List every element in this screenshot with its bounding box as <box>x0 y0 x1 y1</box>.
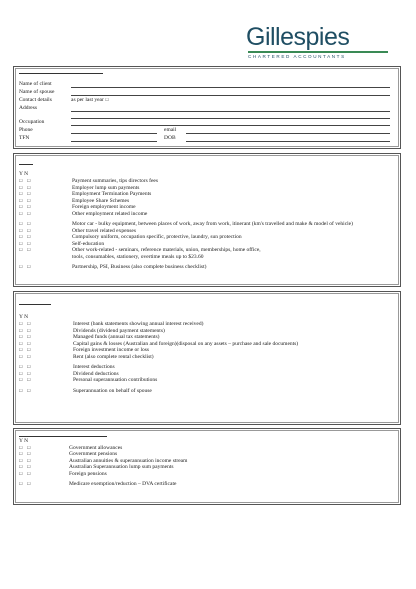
checklist-item-label: Dividend deductions <box>73 370 119 377</box>
checkbox-no[interactable]: ☐ <box>27 464 31 469</box>
checkbox-no[interactable]: ☐ <box>27 321 31 326</box>
checkbox-no[interactable]: ☐ <box>27 191 31 196</box>
checkbox-no[interactable]: ☐ <box>27 364 31 369</box>
yes-no-header: Y N <box>19 171 29 177</box>
checkbox-no[interactable]: ☐ <box>27 457 31 463</box>
checkbox-yes[interactable]: ☐ <box>19 347 23 352</box>
checkbox-no[interactable]: ☐ <box>27 247 31 252</box>
checklist-item-label: Employer lump sum payments <box>72 184 140 191</box>
checkbox-yes[interactable]: ☐ <box>19 321 23 326</box>
checklist-item-label: Superannuation on behalf of spouse <box>73 388 152 394</box>
logo-wordmark: Gillespies <box>246 23 350 51</box>
checkbox-yes[interactable]: ☐ <box>19 377 23 382</box>
checkbox-yes[interactable]: ☐ <box>19 221 23 226</box>
checkbox-yes[interactable]: ☐ <box>19 264 23 269</box>
checkbox-yes[interactable]: ☐ <box>19 470 23 476</box>
checkbox-no[interactable]: ☐ <box>27 481 31 486</box>
tfn-field[interactable] <box>71 141 157 142</box>
checkbox-yes[interactable]: ☐ <box>19 184 23 190</box>
checkbox-yes[interactable]: ☐ <box>19 451 23 456</box>
checklist-item-label: Government allowances <box>69 444 123 451</box>
dob-label: DOB <box>164 135 176 141</box>
section-heading-line <box>19 436 107 437</box>
logo-rule <box>248 51 388 53</box>
section-heading-line <box>19 164 33 165</box>
checklist-item-label: Foreign employment income <box>72 204 136 210</box>
checklist-item-label: Managed funds (annual tax statements) <box>73 334 160 340</box>
checkbox-no[interactable]: ☐ <box>27 470 31 476</box>
phone-field[interactable] <box>71 133 157 134</box>
client-details-box <box>13 66 401 149</box>
checkbox-no[interactable]: ☐ <box>27 388 31 393</box>
client-name-label: Name of client <box>19 81 52 87</box>
email-field[interactable] <box>186 133 390 134</box>
checklist-item-label: Other travel related expenses <box>72 227 136 234</box>
address-label: Address <box>19 105 38 111</box>
checkbox-yes[interactable]: ☐ <box>19 353 23 359</box>
checkbox-no[interactable]: ☐ <box>27 377 31 382</box>
gillespies-logo <box>246 24 396 60</box>
checklist-item-label: Rent (also complete rental checklist) <box>73 353 154 360</box>
checkbox-no[interactable]: ☐ <box>27 347 31 352</box>
checklist-item-label: Government pensions <box>69 451 118 457</box>
checkbox-yes[interactable]: ☐ <box>19 247 23 252</box>
logo-subtitle: CHARTERED ACCOUNTANTS <box>248 54 346 59</box>
occupation-label: Occupation <box>19 119 45 125</box>
section-heading-line <box>19 304 51 305</box>
checkbox-no[interactable]: ☐ <box>27 353 31 359</box>
investment-box <box>13 291 401 425</box>
checkbox-yes[interactable]: ☐ <box>19 364 23 369</box>
checkbox-no[interactable]: ☐ <box>27 197 31 203</box>
section-heading-line <box>19 73 103 74</box>
checkbox-no[interactable]: ☐ <box>27 234 31 239</box>
phone-label: Phone <box>19 127 33 133</box>
checklist-item-label: Other employment related income <box>72 210 148 217</box>
checklist-item-label: Employment Termination Payments <box>72 191 152 197</box>
checklist-item-label: Motor car - bulky equipment, between places of work, away from work, itinerant (km's travelled and make & model of vehicle) <box>72 221 353 227</box>
checkbox-no[interactable]: ☐ <box>27 444 31 450</box>
checkbox[interactable]: ☐ <box>105 97 109 102</box>
checkbox-yes[interactable]: ☐ <box>19 464 23 469</box>
email-label: email <box>164 127 177 133</box>
checklist-item-label: Australian Superannuation lump sum payments <box>69 464 174 470</box>
checklist-item-label: Self-education <box>72 240 105 247</box>
checkbox-no[interactable]: ☐ <box>27 327 31 333</box>
checklist-item-label: Personal superannuation contributions <box>73 377 158 383</box>
checkbox-yes[interactable]: ☐ <box>19 388 23 393</box>
checkbox-yes[interactable]: ☐ <box>19 340 23 346</box>
contact-details-text: as per last year <box>71 97 104 103</box>
tfn-label: TFN <box>19 135 30 141</box>
checklist-item-label: Partnership, PSI, Business (also complete business checklist) <box>72 264 207 270</box>
checklist-item-label: Interest (bank statements showing annual interest received) <box>73 321 204 327</box>
checkbox-yes[interactable]: ☐ <box>19 197 23 203</box>
checklist-item-label: Dividends (dividend payment statements) <box>73 327 165 334</box>
checklist-item-label: Interest deductions <box>73 364 115 370</box>
checklist-item-label: Employee Share Schemes <box>72 197 130 204</box>
checkbox-no[interactable]: ☐ <box>27 178 31 183</box>
checklist-item-label: Foreign pensions <box>69 470 107 477</box>
spouse-name-field[interactable] <box>71 95 390 96</box>
yes-no-header: Y N <box>19 314 29 320</box>
checkbox-yes[interactable]: ☐ <box>19 227 23 233</box>
occupation-field[interactable] <box>71 125 390 126</box>
client-name-field[interactable] <box>71 87 390 88</box>
checklist-item-label: tools, consumables, stationery, overtime meals up to $23.60 <box>72 253 204 260</box>
checklist-item-label: Australian annuities & superannuation income stream <box>69 457 188 464</box>
checkbox-no[interactable]: ☐ <box>27 340 31 346</box>
checkbox-yes[interactable]: ☐ <box>19 327 23 333</box>
address-field-1[interactable] <box>71 111 390 112</box>
checklist-item-label: Other work-related - seminars, reference materials, union, memberships, home office, <box>72 247 261 253</box>
checkbox-no[interactable]: ☐ <box>27 264 31 269</box>
checklist-item-label: Medicare exemption/reduction – DVA certificate <box>69 481 177 487</box>
checkbox-yes[interactable]: ☐ <box>19 191 23 196</box>
checklist-item-label: Foreign investment income or loss <box>73 347 150 353</box>
contact-details-value <box>71 97 109 103</box>
checklist-item-label: Payment summaries, tips directors fees <box>72 178 158 184</box>
checkbox-yes[interactable]: ☐ <box>19 334 23 339</box>
checkbox-yes[interactable]: ☐ <box>19 370 23 376</box>
checkbox-no[interactable]: ☐ <box>27 210 31 216</box>
yes-no-header: Y N <box>19 438 29 444</box>
checkbox-yes[interactable]: ☐ <box>19 234 23 239</box>
checkbox-yes[interactable]: ☐ <box>19 481 23 486</box>
checkbox-no[interactable]: ☐ <box>27 227 31 233</box>
contact-details-label: Contact details <box>19 97 52 103</box>
checkbox-yes[interactable]: ☐ <box>19 444 23 450</box>
checkbox-no[interactable]: ☐ <box>27 240 31 246</box>
government-box <box>13 428 401 505</box>
checklist-item-label: Capital gains & losses (Australian and foreign)(disposal on any assets – purchase and sale documents) <box>73 340 299 347</box>
dob-field[interactable] <box>186 141 390 142</box>
checkbox-no[interactable]: ☐ <box>27 370 31 376</box>
checkbox-yes[interactable]: ☐ <box>19 178 23 183</box>
checkbox-no[interactable]: ☐ <box>27 451 31 456</box>
checklist-item-label: Compulsory uniform, occupation specific, protective, laundry, sun protection <box>72 234 242 240</box>
spouse-name-label: Name of spouse <box>19 89 55 95</box>
checkbox-yes[interactable]: ☐ <box>19 240 23 246</box>
checkbox-no[interactable]: ☐ <box>27 184 31 190</box>
address-field-2[interactable] <box>71 118 390 119</box>
checkbox-no[interactable]: ☐ <box>27 334 31 339</box>
checkbox-no[interactable]: ☐ <box>27 221 31 226</box>
income-box <box>13 153 401 287</box>
checkbox-no[interactable]: ☐ <box>27 204 31 209</box>
checkbox-yes[interactable]: ☐ <box>19 457 23 463</box>
checkbox-yes[interactable]: ☐ <box>19 204 23 209</box>
checkbox-yes[interactable]: ☐ <box>19 210 23 216</box>
